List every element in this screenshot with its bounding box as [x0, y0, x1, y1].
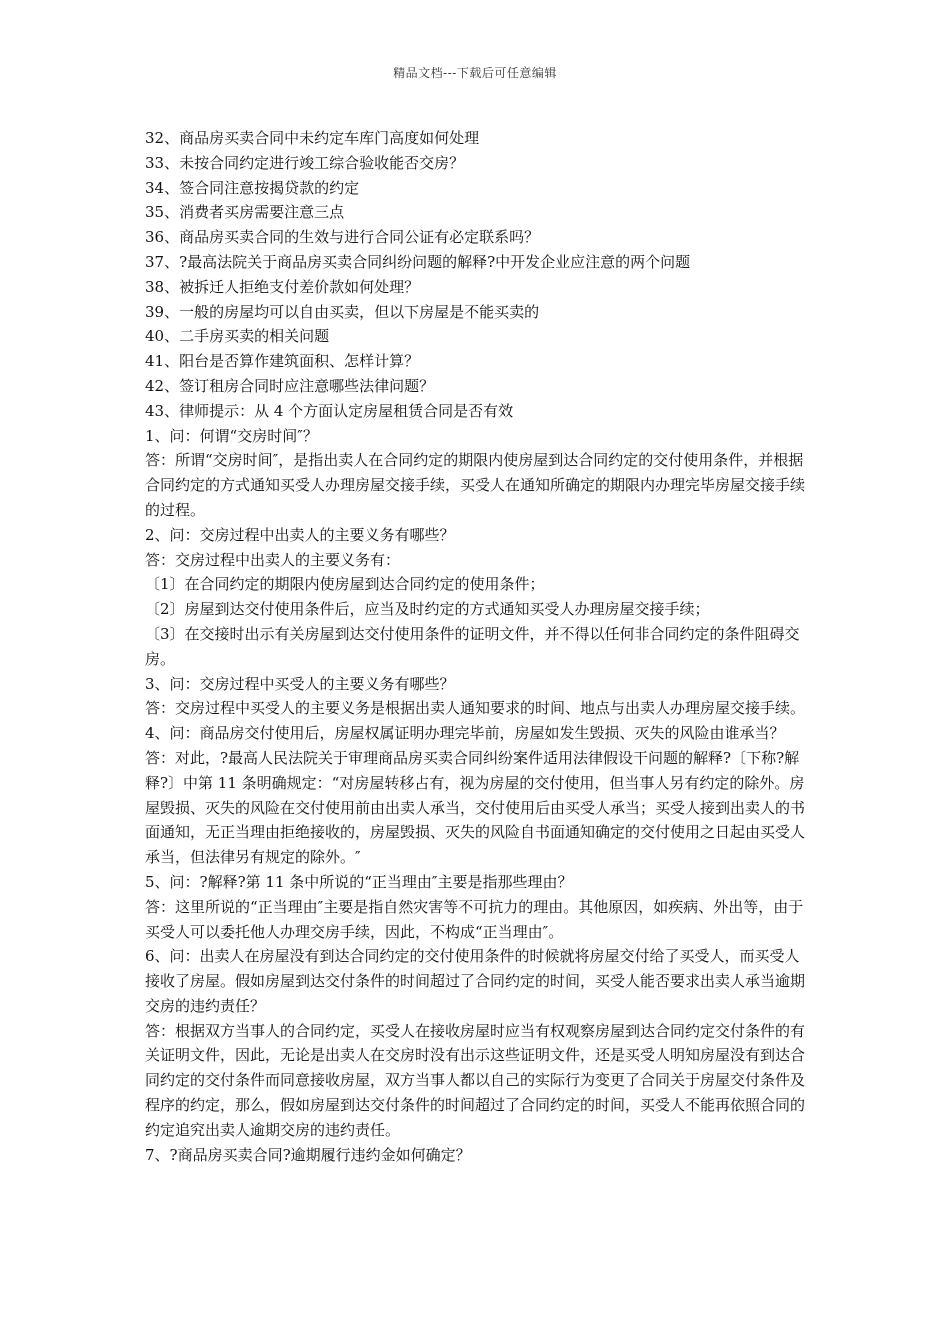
- question-2: 2、问：交房过程中出卖人的主要义务有哪些？: [145, 525, 455, 544]
- toc-item-38: 38、被拆迁人拒绝支付差价款如何处理？: [145, 277, 420, 296]
- toc-item-43: 43、律师提示：从 4 个方面认定房屋租赁合同是否有效: [145, 401, 514, 420]
- toc-item-32: 32、商品房买卖合同中未约定车库门高度如何处理: [145, 129, 480, 147]
- toc-item-42: 42、签订租房合同时应注意哪些法律问题？: [145, 376, 435, 395]
- question-5: 5、问：?解释?第 11 条中所说的“正当理由″主要是指那些理由？: [145, 872, 573, 891]
- answer-2-item-2: 〔2〕房屋到达交付使用条件后，应当及时约定的方式通知买受人办理房屋交接手续；: [145, 600, 710, 619]
- answer-2-item-1: 〔1〕在合同约定的期限内使房屋到达合同约定的使用条件；: [145, 575, 545, 594]
- toc-item-33: 33、未按合同约定进行竣工综合验收能否交房？: [145, 153, 465, 172]
- question-6: 6、问：出卖人在房屋没有到达合同约定的交付使用条件的时候就将房屋交付给了买受人，而买受人接收了房屋。假如房屋到达交付条件的时间超过了合同约定的时间，买受人能否要求出卖人承当逾期交房的违约责任？: [145, 947, 806, 1015]
- answer-2-item-3: 〔3〕在交接时出示有关房屋到达交付使用条件的证明文件，并不得以任何非合同约定的条件阻碍交房。: [145, 624, 800, 668]
- toc-item-35: 35、消费者买房需要注意三点: [145, 203, 345, 222]
- answer-6: 答：根据双方当事人的合同约定，买受人在接收房屋时应当有权观察房屋到达合同约定交付条件的有关证明文件，因此，无论是出卖人在交房时没有出示这些证明文件，还是买受人明知房屋没有到达合同约定的交付条件而同意接收房屋，双方当事人都以自己的实际行为变更了合同关于房屋交付条件及程序的约定，那么，假如房屋到达交付条件的时间超过了合同约定的时间，买受人不能再依照合同的约定追究出卖人逾期交房的违约责任。: [145, 1021, 806, 1139]
- answer-3: 答：交房过程中买受人的主要义务是根据出卖人通知要求的时间、地点与出卖人办理房屋交接手续。: [145, 699, 806, 718]
- toc-item-34: 34、签合同注意按揭贷款的约定: [145, 178, 360, 197]
- toc-item-36: 36、商品房买卖合同的生效与进行合同公证有必定联系吗？: [145, 228, 540, 247]
- toc-item-41: 41、阳台是否算作建筑面积、怎样计算？: [145, 352, 420, 371]
- answer-2-intro: 答：交房过程中出卖人的主要义务有：: [145, 550, 401, 569]
- answer-1: 答：所谓“交房时间″，是指出卖人在合同约定的期限内使房屋到达合同约定的交付使用条件，并根据合同约定的方式通知买受人办理房屋交接手续，买受人在通知所确定的期限内办理完毕房屋交接手续的过程。: [145, 451, 806, 519]
- answer-5: 答：这里所说的“正当理由″主要是指自然灾害等不可抗力的理由。其他原因，如疾病、外出等，由于买受人可以委托他人办理交房手续，因此，不构成“正当理由″。: [145, 897, 804, 941]
- document-body: [145, 126, 809, 1167]
- toc-item-37: 37、?最高法院关于商品房买卖合同纠纷问题的解释?中开发企业应注意的两个问题: [145, 252, 691, 271]
- toc-item-40: 40、二手房买卖的相关问题: [145, 327, 330, 346]
- question-1: 1、问：何谓“交房时间″？: [145, 426, 318, 445]
- page-header: 精品文档---下载后可任意编辑: [393, 66, 557, 80]
- toc-item-39: 39、一般的房屋均可以自由买卖，但以下房屋是不能买卖的: [145, 302, 540, 321]
- question-3: 3、问：交房过程中买受人的主要义务有哪些？: [145, 674, 455, 693]
- question-7: 7、?商品房买卖合同?逾期履行违约金如何确定？: [145, 1145, 471, 1164]
- question-4: 4、问：商品房交付使用后，房屋权属证明办理完毕前，房屋如发生毁损、灭失的风险由谁承当？: [145, 724, 785, 743]
- answer-4: 答：对此，?最高人民法院关于审理商品房买卖合同纠纷案件适用法律假设干问题的解释?〔下称?解释?〕中第 11 条明确规定：“对房屋转移占有，视为房屋的交付使用，但当事人另有约定的除外。房屋毁损、灭失的风险在交付使用前由出卖人承当，交付使用后由买受人承当；买受人接到出卖人的书面通知，无正当理由拒绝接收的，房屋毁损、灭失的风险自书面通知确定的交付使用之日起由买受人承当，但法律另有规定的除外。″: [145, 748, 806, 867]
